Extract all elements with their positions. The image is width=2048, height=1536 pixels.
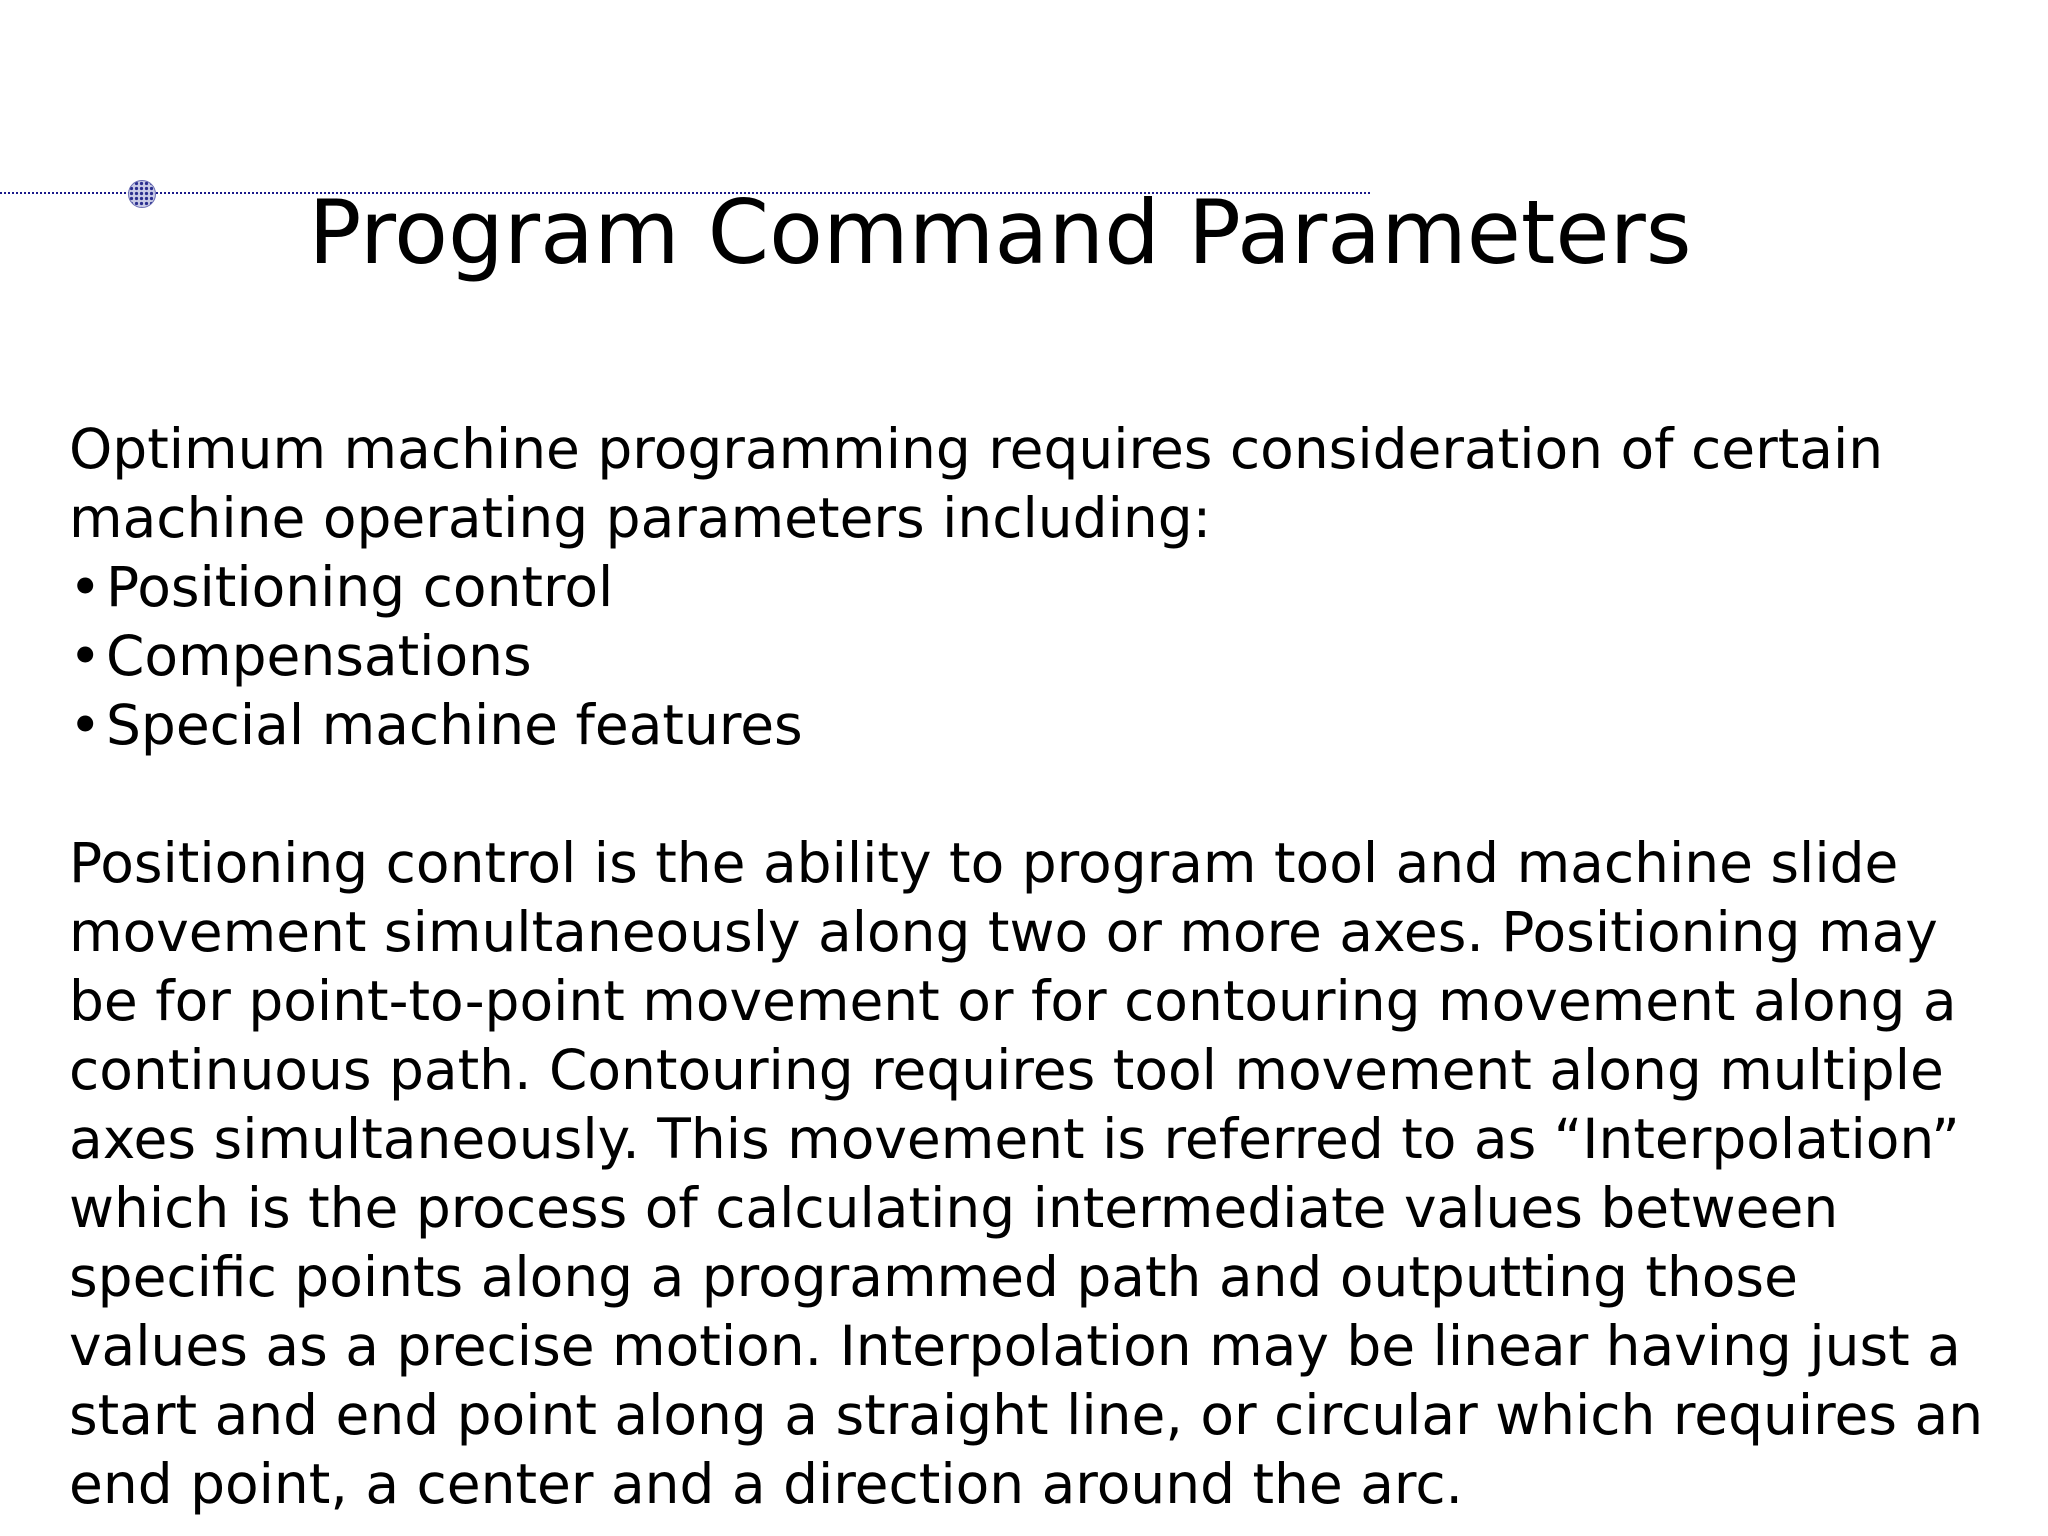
paragraph-line: start and end point along a straight line, or circular which requires an bbox=[69, 1383, 1984, 1447]
paragraph-line: end point, a center and a direction around the arc. bbox=[69, 1452, 1464, 1516]
bullet-item-compensations bbox=[69, 622, 2029, 691]
bullet-icon: • bbox=[69, 693, 102, 757]
paragraph-line: movement simultaneously along two or more axes. Positioning may bbox=[69, 900, 1938, 964]
paragraph-line: axes simultaneously. This movement is referred to as “Interpolation” bbox=[69, 1107, 1960, 1171]
paragraph-line: specific points along a programmed path and outputting those bbox=[69, 1245, 1798, 1309]
paragraph-line: which is the process of calculating intermediate values between bbox=[69, 1176, 1839, 1240]
intro-line: Optimum machine programming requires consideration of certain bbox=[69, 417, 1884, 481]
paragraph-gap bbox=[69, 760, 2029, 829]
bullet-icon: • bbox=[69, 555, 102, 619]
paragraph-line: continuous path. Contouring requires tool movement along multiple bbox=[69, 1038, 1944, 1102]
bullet-text: Special machine features bbox=[106, 693, 803, 757]
bullet-item-special-machine-features bbox=[69, 691, 2029, 760]
intro-line: machine operating parameters including: bbox=[69, 486, 1212, 550]
paragraph-line: values as a precise motion. Interpolation may be linear having just a bbox=[69, 1314, 1961, 1378]
bullet-text: Positioning control bbox=[106, 555, 614, 619]
slide-body bbox=[69, 415, 2029, 1519]
bullet-icon: • bbox=[69, 624, 102, 688]
paragraph-line: be for point-to-point movement or for contouring movement along a bbox=[69, 969, 1957, 1033]
bullet-text: Compensations bbox=[106, 624, 532, 688]
paragraph-line: Positioning control is the ability to program tool and machine slide bbox=[69, 831, 1899, 895]
bullet-item-positioning-control bbox=[69, 553, 2029, 622]
slide-title: Program Command Parameters bbox=[308, 181, 1692, 284]
